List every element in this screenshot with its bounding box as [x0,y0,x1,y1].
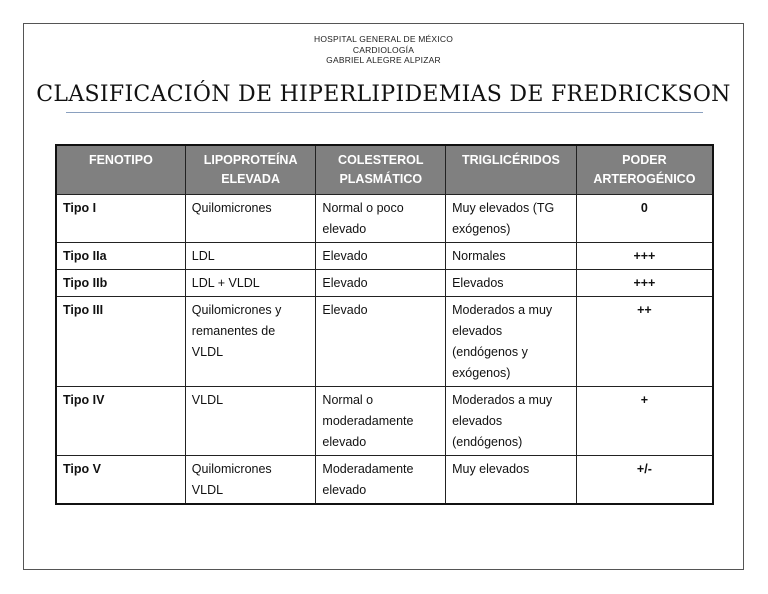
poder-cell: +/- [576,456,713,505]
cell-line: Elevados [452,276,504,290]
fenotipo-cell: Tipo IIb [56,270,185,297]
lipoproteina-cell [185,297,316,387]
hospital-name: HOSPITAL GENERAL DE MÉXICO [313,34,454,44]
cell-line: Quilomicrones [191,201,272,215]
cell-line: (endógenos) [452,435,523,449]
author-name: GABRIEL ALEGRE ALPIZAR [326,55,441,65]
title-divider [66,112,703,113]
lipoproteina-cell [185,456,316,505]
colesterol-cell [316,195,446,243]
table-row [56,270,713,297]
header-line: LIPOPROTEÍNA [203,153,298,167]
cell-line: Normal o [322,393,374,407]
trigliceridos-cell [446,456,577,505]
colesterol-cell [316,387,446,456]
poder-cell: ++ [576,297,713,387]
colesterol-cell [316,456,446,505]
page-title: CLASIFICACIÓN DE HIPERLIPIDEMIAS DE FREDRICKSON [36,82,731,107]
poder-cell: 0 [576,195,713,243]
cell-line: Quilomicrones y [191,303,282,317]
cell-line: Muy elevados [452,462,530,476]
lipoproteina-cell [185,387,316,456]
header-line: PODER [622,153,667,167]
table-row [56,195,713,243]
document-page [23,23,744,570]
poder-cell: +++ [576,243,713,270]
colesterol-cell [316,297,446,387]
fenotipo-cell: Tipo III [56,297,185,387]
table-row [56,387,713,456]
header-line: FENOTIPO [88,153,153,167]
cell-line: exógenos) [452,366,511,380]
trigliceridos-cell [446,195,577,243]
header-colesterol [316,145,446,195]
cell-line: remanentes de [191,324,276,338]
header-line: ARTEROGÉNICO [593,172,696,186]
cell-line: elevados [452,414,503,428]
cell-line: moderadamente [322,414,414,428]
header-fenotipo [56,145,185,195]
cell-line: elevado [322,435,367,449]
table-row [56,297,713,387]
cell-line: Muy elevados (TG [452,201,555,215]
header-line: TRIGLICÉRIDOS [461,153,560,167]
trigliceridos-cell [446,387,577,456]
trigliceridos-cell [446,297,577,387]
table-row [56,456,713,505]
cell-line: VLDL [191,393,224,407]
cell-line: (endógenos y [452,345,528,359]
header-trigliceridos [446,145,577,195]
cell-line: elevado [322,483,367,497]
classification-table-container [55,144,714,505]
cell-line: Quilomicrones [191,462,272,476]
poder-cell: +++ [576,270,713,297]
cell-line: elevados [452,324,503,338]
cell-line: VLDL [191,483,224,497]
cell-line: Normal o poco [322,201,404,215]
table-row [56,243,713,270]
cell-line: Moderadamente [322,462,414,476]
fenotipo-cell: Tipo V [56,456,185,505]
lipoproteina-cell [185,270,316,297]
cell-line: exógenos) [452,222,511,236]
cell-line: LDL + VLDL [191,276,260,290]
cell-line: Elevado [322,276,368,290]
cell-line: Moderados a muy [452,393,553,407]
trigliceridos-cell [446,270,577,297]
cell-line: elevado [322,222,367,236]
cell-line: Normales [452,249,506,263]
cell-line: Moderados a muy [452,303,553,317]
table-header-row [56,145,713,195]
fenotipo-cell: Tipo I [56,195,185,243]
cell-line: Elevado [322,303,368,317]
header-line: ELEVADA [221,172,280,186]
fenotipo-cell: Tipo IV [56,387,185,456]
header-poder [576,145,713,195]
header-line: PLASMÁTICO [339,172,423,186]
header-line: COLESTEROL [338,153,424,167]
lipoproteina-cell [185,195,316,243]
poder-cell: + [576,387,713,456]
cell-line: LDL [191,249,215,263]
colesterol-cell [316,270,446,297]
colesterol-cell [316,243,446,270]
cell-line: VLDL [191,345,224,359]
trigliceridos-cell [446,243,577,270]
header-lipoproteina [185,145,316,195]
classification-table [55,144,714,505]
department-name: CARDIOLOGÍA [352,44,415,55]
document-header [24,34,743,66]
cell-line: Elevado [322,249,368,263]
lipoproteina-cell [185,243,316,270]
fenotipo-cell: Tipo IIa [56,243,185,270]
